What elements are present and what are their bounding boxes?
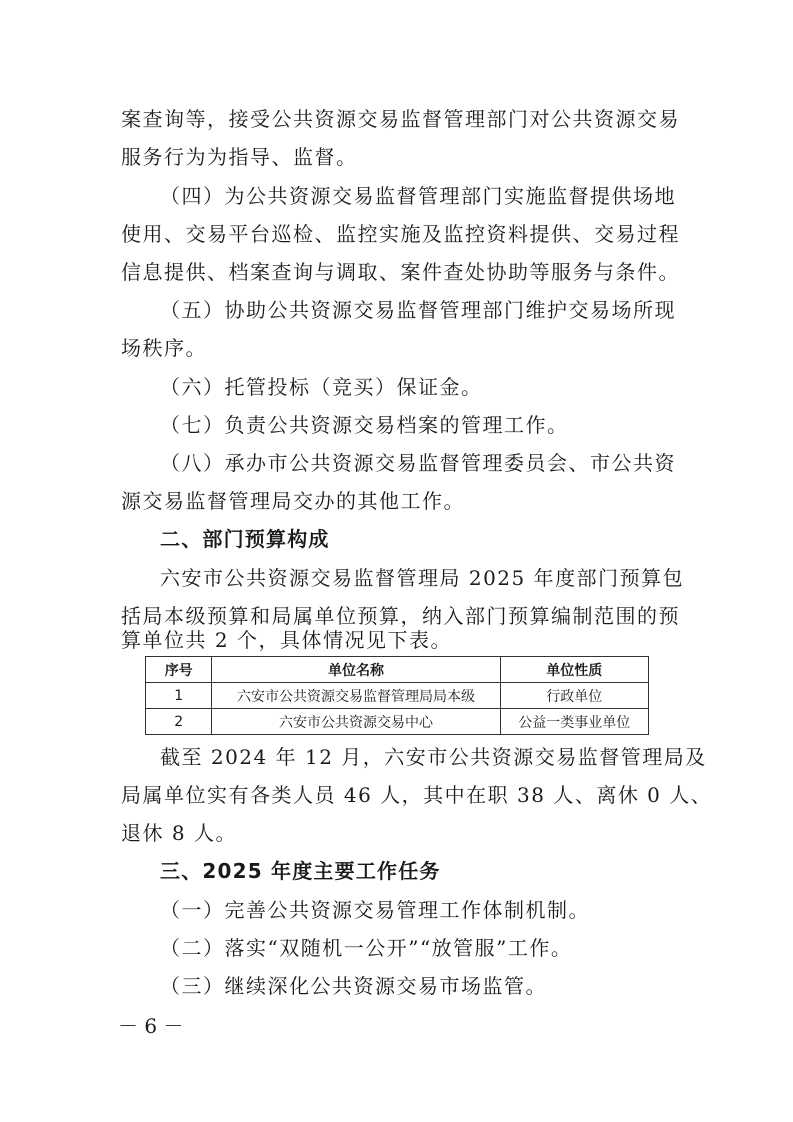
table-row (146, 709, 649, 735)
text-line: 括局本级预算和局属单位预算，纳入部门预算编制范围的预 (121, 604, 680, 628)
text-line: 局属单位实有各类人员 46 人，其中在职 38 人、离休 0 人、 (121, 783, 713, 807)
page-number: － 6 － (118, 1014, 184, 1038)
table-header-cell: 单位性质 (500, 657, 648, 683)
budget-units-table (145, 656, 649, 735)
text-line: （四）为公共资源交易监督管理部门实施监督提供场地 (160, 184, 676, 208)
text-line: （二）落实“双随机一公开”“放管服”工作。 (160, 936, 573, 960)
text-line: 场秩序。 (121, 336, 207, 360)
table-cell: 六安市公共资源交易监督管理局局本级 (212, 683, 500, 709)
table-cell: 行政单位 (500, 683, 648, 709)
text-line: 退休 8 人。 (121, 821, 237, 845)
text-line: 信息提供、档案查询与调取、案件查处协助等服务与条件。 (121, 260, 680, 284)
text-line: （八）承办市公共资源交易监督管理委员会、市公共资 (160, 451, 676, 475)
table-row (146, 683, 649, 709)
text-line: 服务行为为指导、监督。 (121, 145, 358, 169)
text-line: （五）协助公共资源交易监督管理部门维护交易场所现 (160, 298, 676, 322)
table-header-cell: 单位名称 (212, 657, 500, 683)
table-cell: 六安市公共资源交易中心 (212, 709, 500, 735)
section-heading: 三、2025 年度主要工作任务 (160, 859, 441, 883)
text-line: 使用、交易平台巡检、监控实施及监控资料提供、交易过程 (121, 222, 680, 246)
text-line: 六安市公共资源交易监督管理局 2025 年度部门预算包 (160, 566, 685, 590)
text-line: （七）负责公共资源交易档案的管理工作。 (160, 413, 569, 437)
section-heading: 二、部门预算构成 (160, 527, 330, 551)
text-line: 截至 2024 年 12 月，六安市公共资源交易监督管理局及 (160, 745, 707, 769)
table-cell: 公益一类事业单位 (500, 709, 648, 735)
text-line: 案查询等，接受公共资源交易监督管理部门对公共资源交易 (121, 107, 680, 131)
table-header-row (146, 657, 649, 683)
text-line: 源交易监督管理局交办的其他工作。 (121, 489, 465, 513)
table-cell: 2 (146, 709, 212, 735)
text-line: （六）托管投标（竞买）保证金。 (160, 375, 483, 399)
text-line: （一）完善公共资源交易管理工作体制机制。 (160, 898, 590, 922)
table-header-cell: 序号 (146, 657, 212, 683)
table-cell: 1 (146, 683, 212, 709)
text-line: 算单位共 2 个，具体情况见下表。 (121, 628, 452, 652)
text-line: （三）继续深化公共资源交易市场监管。 (160, 974, 547, 998)
